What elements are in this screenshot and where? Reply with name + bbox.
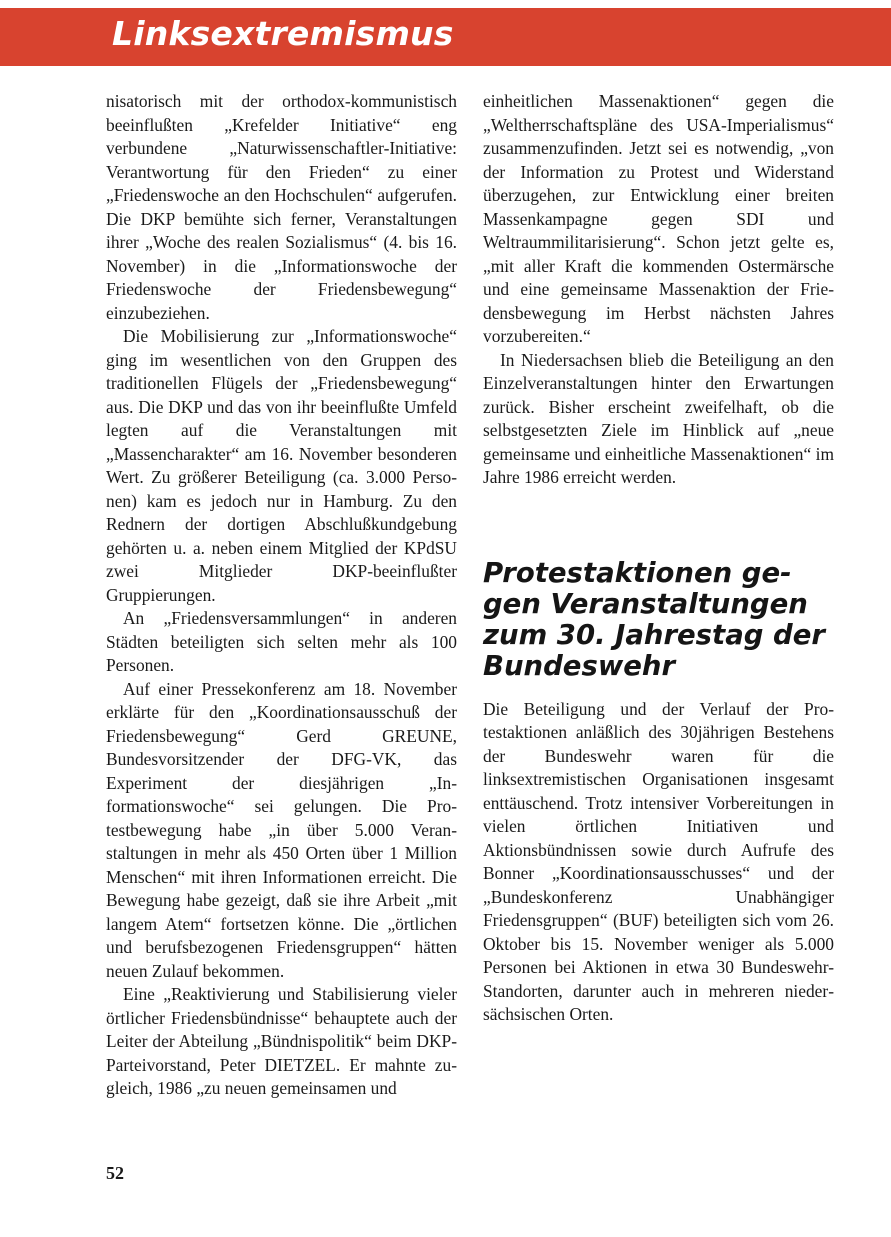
right-column: [483, 90, 834, 1027]
section-paragraph: Die Beteiligung und der Verlauf der Protestaktionen anläßlich des 30jährigen Bestehens der Bundeswehr waren für die linksextremistischen Organisationen insgesamt enttäuschend. Trotz intensiver Vorbereitungen in vielen örtlichen Initiativen und Aktionsbündnissen sowie durch Aufrufe des Bonner „Koordinationsausschusses“ und der „Bundeskonferenz Unabhängiger Friedensgruppen“ (BUF) beteiligten sich vom 26. Oktober bis 15. November weniger als 5.000 Personen bei Aktionen in etwa 30 Bundeswehr-Standorten, darunter auch in mehreren niedersächsischen Orten.: [483, 698, 834, 1024]
paragraph: Auf einer Pressekonferenz am 18. November erklärte für den „Koordinationsausschuß der Friedensbewegung“ Gerd GREUNE, Bundesvorsitzender der DFG-VK, das Experiment der diesjährigen „Informationswoche“ sei gelungen. Die Protestbewegung habe „in über 5.000 Veranstaltungen in mehr als 450 Orten über 1 Million Menschen“ mit ihren Informationen erreicht. Die Bewegung habe gezeigt, daß sie ihre Arbeit „mit langem Atem“ fortsetzen könne. Die „örtlichen und berufsbezogenen Friedensgruppen“ hätten neuen Zulauf bekommen.: [106, 678, 457, 981]
paragraph: An „Friedensversammlungen“ in anderen Städten beteiligten sich selten mehr als 100 Personen.: [106, 608, 457, 675]
left-column: [106, 90, 457, 1101]
header-bar: [0, 8, 891, 66]
section-heading: Protestaktionen gegen Veranstaltungen zum 30. Jahrestag der Bundeswehr: [483, 556, 825, 682]
paragraph: einheitlichen Massenaktionen“ gegen die „Weltherrschaftspläne des USA-Imperialismus“ zusammenzufinden. Jetzt sei es notwendig, „von der Information zu Protest und Widerstand überzugehen, zur Entwicklung einer breiten Massenkampagne gegen SDI und Weltraummilitarisierung“. Schon jetzt gelte es, „mit aller Kraft die kommenden Ostermärsche und eine gemeinsame Massenaktion der Friedensbewegung im Herbst nächsten Jahres vorzubereiten.“: [483, 91, 834, 346]
paragraph: In Niedersachsen blieb die Beteiligung an den Einzelveranstaltungen hinter den Erwartungen zurück. Bisher erscheint zweifelhaft, ob die selbstgesetzten Ziele im Hinblick auf „neue gemeinsame und einheitliche Massenaktionen“ im Jahre 1986 erreicht werden.: [483, 349, 834, 487]
paragraph: Eine „Reaktivierung und Stabilisierung vieler örtlicher Friedensbündnisse“ behauptete auch der Leiter der Abteilung „Bündnispolitik“ beim DKP-Parteivorstand, Peter DIETZEL. Er mahnte zugleich, 1986 „zu neuen gemeinsamen und: [106, 984, 457, 1098]
page-title: Linksextremismus: [112, 14, 454, 53]
paragraph: Die Mobilisierung zur „Informationswoche“ ging im wesentlichen von den Gruppen des traditionellen Flügels der „Friedensbewegung“ aus. Die DKP und das von ihr beeinflußte Umfeld legten auf die Veranstaltungen mit „Massencharakter“ am 16. November besonderen Wert. Zu größerer Beteiligung (ca. 3.000 Personen) kam es jedoch nur in Hamburg. Zu den Rednern der dortigen Abschlußkundgebung gehörten u. a. neben einem Mitglied der KPdSU zwei Mitglieder DKP-beeinflußter Gruppierungen.: [106, 326, 457, 605]
paragraph: nisatorisch mit der orthodox-kommunistisch beeinflußten „Krefelder Initiative“ eng verbundene „Naturwissenschaftler-Initiative: Verantwortung für den Frieden“ zu einer „Friedenswoche an den Hochschulen“ aufgerufen. Die DKP bemühte sich ferner, Veranstaltungen ihrer „Woche des realen Sozialismus“ (4. bis 16. November) in die „Informationswoche der Friedenswoche der Friedensbewegung“ einzubeziehen.: [106, 91, 457, 323]
page-number: 52: [106, 1163, 124, 1183]
section-spacer: [483, 490, 834, 558]
